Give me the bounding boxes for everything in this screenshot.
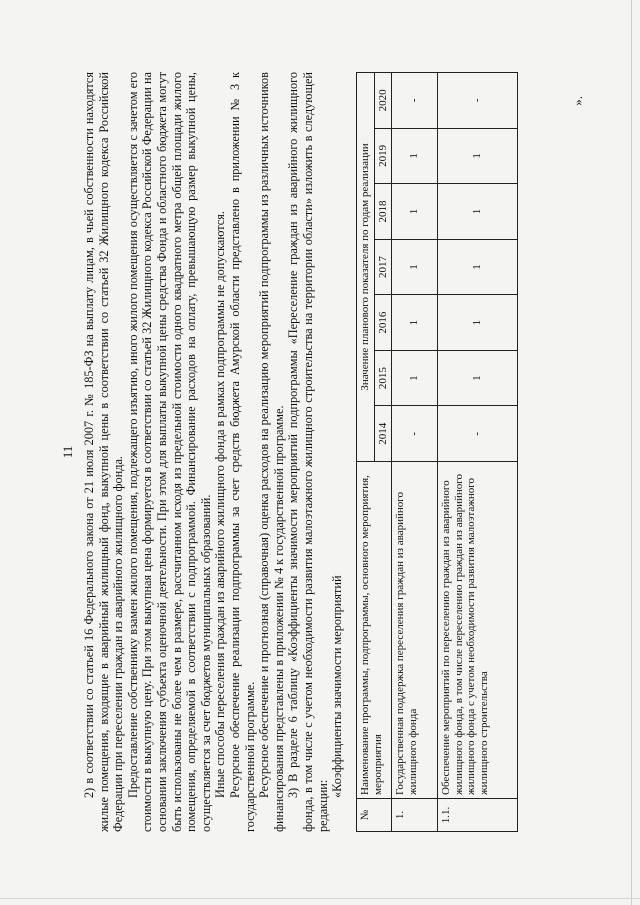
- value-cell: 1: [392, 239, 438, 295]
- header-name: Наименование программы, подпрограммы, основного мероприятия, мероприятия: [357, 462, 392, 799]
- value-cell: 1: [392, 350, 438, 406]
- significance-table: [356, 72, 518, 832]
- row-name: Государственная поддержка переселения граждан из аварийного жилищного фонда: [392, 462, 438, 799]
- value-cell: 1: [438, 239, 518, 295]
- value-cell: 1: [438, 128, 518, 184]
- table-header-row: [357, 73, 375, 832]
- table-caption: «Коэффициенты значимости мероприятий: [330, 575, 345, 798]
- header-values: Значение планового показателя по годам реализации: [357, 73, 375, 462]
- paragraph: 2) в соответствии со статьей 16 Федерального закона от 21 июля 2007 г. № 185-ФЗ на выплату лицам, в чьей собственности находятся жилые помещения, входящие в аварийный жилищный фонд, выкупной цены в соответствии со статьей 32 Жилищного кодекса Российской Федерации при переселении граждан из аварийного жилищного фонда.: [82, 72, 126, 832]
- value-cell: -: [392, 73, 438, 129]
- paragraph: Иные способы переселения граждан из аварийного жилищного фонда в рамках подпрограммы не допускаются.: [213, 211, 228, 798]
- paragraph: 3) В разделе 6 таблицу «Коэффициенты значимости мероприятий подпрограммы «Переселение граждан из аварийного жилищного фонда, в том числе с учетом необходимости развития малоэтажного жилищного строительства на территории области» изложить в следующей редакции:: [286, 72, 330, 832]
- paragraph: Ресурсное обеспечение и прогнозная (справочная) оценка расходов на реализацию мероприятий подпрограммы из различных источников финансирования представлены в приложении № 4 к государственной программе.: [257, 72, 286, 832]
- header-num: №: [357, 799, 392, 832]
- value-cell: 1: [438, 350, 518, 406]
- year-cell: 2014: [374, 406, 392, 462]
- row-num: 1.: [392, 799, 438, 832]
- year-cell: 2018: [374, 184, 392, 240]
- value-cell: 1: [392, 128, 438, 184]
- closing-quote: ».: [570, 96, 585, 106]
- paragraph: Предоставление собственнику взамен жилого помещения, подлежащего изъятию, иного жилого помещения осуществляется с зачетом его стоимости в выкупную цену. При этом выкупная цена формируется в соответствии со статьей 32 Жилищного кодекса Российской Федерации на основании заключения субъекта оценочной деятельности. При этом для выплаты выкупной цены средства Фонда и областного бюджета могут быть использованы не более чем в размере, рассчитанном исходя из предельной стоимости одного квадратного метра общей площади жилого помещения, определяемой в соответствии с подпрограммой. Финансирование расходов на оплату, превышающую размер выкупной цены, осуществляется за счет бюджетов муниципальных образований.: [125, 72, 213, 832]
- year-cell: 2017: [374, 239, 392, 295]
- value-cell: -: [438, 406, 518, 462]
- table-row: [392, 73, 438, 832]
- page-number: 11: [60, 445, 75, 459]
- value-cell: -: [438, 73, 518, 129]
- year-cell: 2019: [374, 128, 392, 184]
- scan-edge-right: [631, 0, 632, 905]
- value-cell: 1: [392, 295, 438, 351]
- table-row: [438, 73, 518, 832]
- year-cell: 2016: [374, 295, 392, 351]
- body-text: [82, 72, 345, 832]
- value-cell: 1: [438, 184, 518, 240]
- value-cell: 1: [438, 295, 518, 351]
- year-cell: 2020: [374, 73, 392, 129]
- value-cell: -: [392, 406, 438, 462]
- paragraph: Ресурсное обеспечение реализации подпрограммы за счет средств бюджета Амурской области представлено в приложении № 3 к государственной программе.: [227, 72, 257, 832]
- value-cell: 1: [392, 184, 438, 240]
- year-cell: 2015: [374, 350, 392, 406]
- row-name: Обеспечение мероприятий по переселению граждан из аварийного жилищного фонда, в том числе переселению граждан из аварийного жилищного фонда с учетом необходимости развития малоэтажного жилищного строительства: [438, 462, 518, 799]
- scan-edge-bottom: [0, 898, 640, 899]
- rotated-content: [60, 72, 585, 832]
- row-num: 1.1.: [438, 799, 518, 832]
